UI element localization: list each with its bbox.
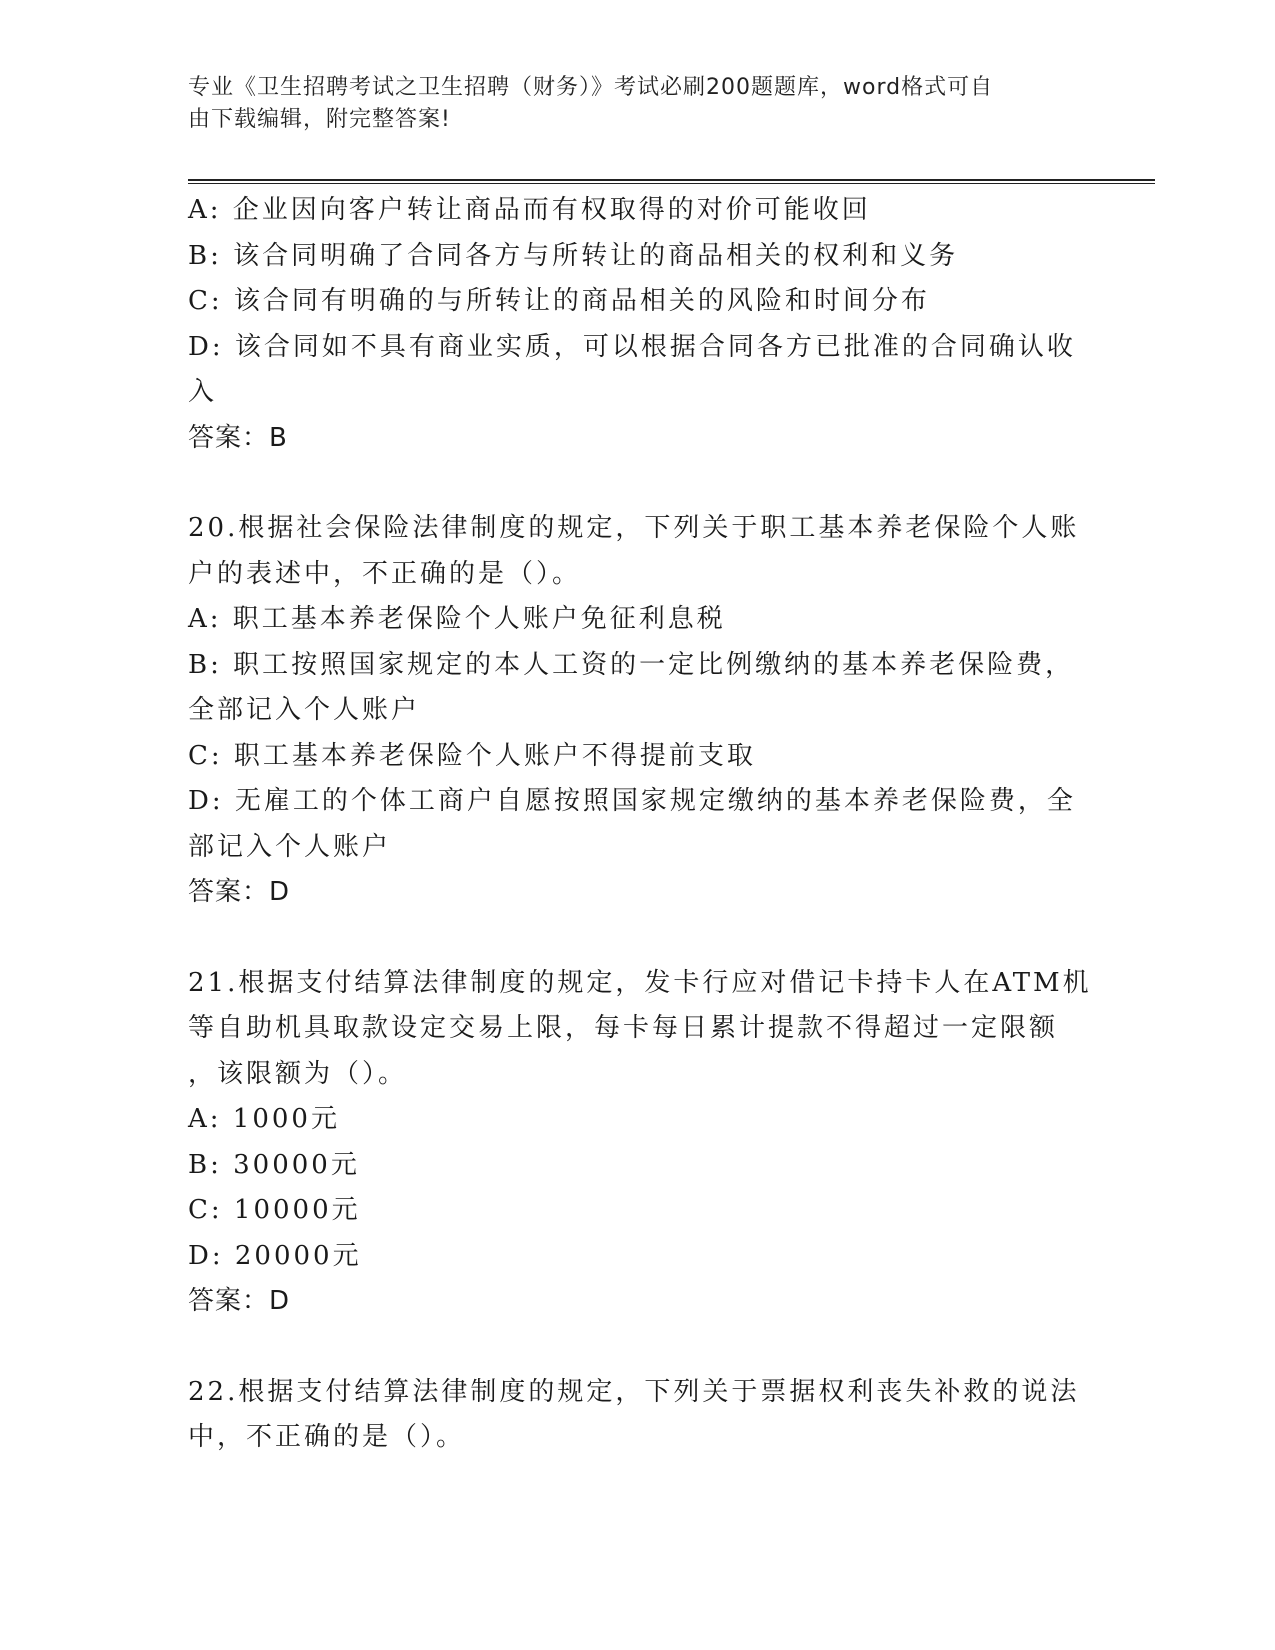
option-a: A: 企业因向客户转让商品而有权取得的对价可能收回 — [188, 195, 871, 225]
spacer — [188, 916, 1088, 961]
question-stem: 20.根据社会保险法律制度的规定，下列关于职工基本养老保险个人账 — [188, 513, 1080, 543]
question-stem: 21.根据支付结算法律制度的规定，发卡行应对借记卡持卡人在ATM机 — [188, 967, 1092, 998]
spacer — [188, 461, 1088, 506]
header-line-2: 由下载编辑，附完整答案! — [188, 107, 451, 132]
question-stem: 22.根据支付结算法律制度的规定，下列关于票据权利丧失补救的说法 — [188, 1376, 1080, 1407]
question-stem-continued: ，该限额为（）。 — [188, 1058, 408, 1089]
question-22 — [188, 1370, 1088, 1461]
question-20 — [188, 506, 1088, 916]
spacer — [188, 1325, 1088, 1370]
option-b: B: 职工按照国家规定的本人工资的一定比例缴纳的基本养老保险费， — [188, 649, 1075, 680]
question-stem-continued: 户的表述中，不正确的是（）。 — [188, 558, 582, 589]
question-list — [188, 188, 1092, 1461]
answer-line: 答案：D — [188, 1286, 291, 1316]
option-a: A: 1000元 — [188, 1104, 340, 1134]
answer-line: 答案：D — [188, 877, 291, 907]
question-stem-continued: 等自助机具取款设定交易上限，每卡每日累计提款不得超过一定限额 — [188, 1013, 1059, 1043]
option-b: B: 30000元 — [188, 1149, 360, 1180]
option-b-continued: 全部记入个人账户 — [188, 695, 421, 725]
option-d: D: 该合同如不具有商业实质，可以根据合同各方已批准的合同确认收 — [188, 331, 1076, 362]
question-21 — [188, 961, 1092, 1325]
option-a: A: 职工基本养老保险个人账户免征利息税 — [188, 604, 726, 634]
question-stem-continued: 中，不正确的是（）。 — [188, 1422, 466, 1452]
option-c: C: 职工基本养老保险个人账户不得提前支取 — [188, 740, 756, 771]
option-d: D: 20000元 — [188, 1240, 362, 1271]
document-header — [188, 72, 1068, 136]
option-c: C: 该合同有明确的与所转让的商品相关的风险和时间分布 — [188, 286, 930, 316]
answer-line: 答案：B — [188, 422, 288, 453]
option-c: C: 10000元 — [188, 1195, 361, 1225]
question-19-tail — [188, 188, 1088, 461]
option-d: D: 无雇工的个体工商户自愿按照国家规定缴纳的基本养老保险费，全 — [188, 786, 1076, 816]
option-d-continued: 入 — [188, 377, 218, 407]
option-b: B: 该合同明确了合同各方与所转让的商品相关的权利和义务 — [188, 240, 959, 271]
header-line-1: 专业《卫生招聘考试之卫生招聘（财务）》考试必刷200题题库，word格式可自 — [188, 75, 994, 100]
option-d-continued: 部记入个人账户 — [188, 831, 392, 862]
header-divider — [188, 179, 1155, 184]
